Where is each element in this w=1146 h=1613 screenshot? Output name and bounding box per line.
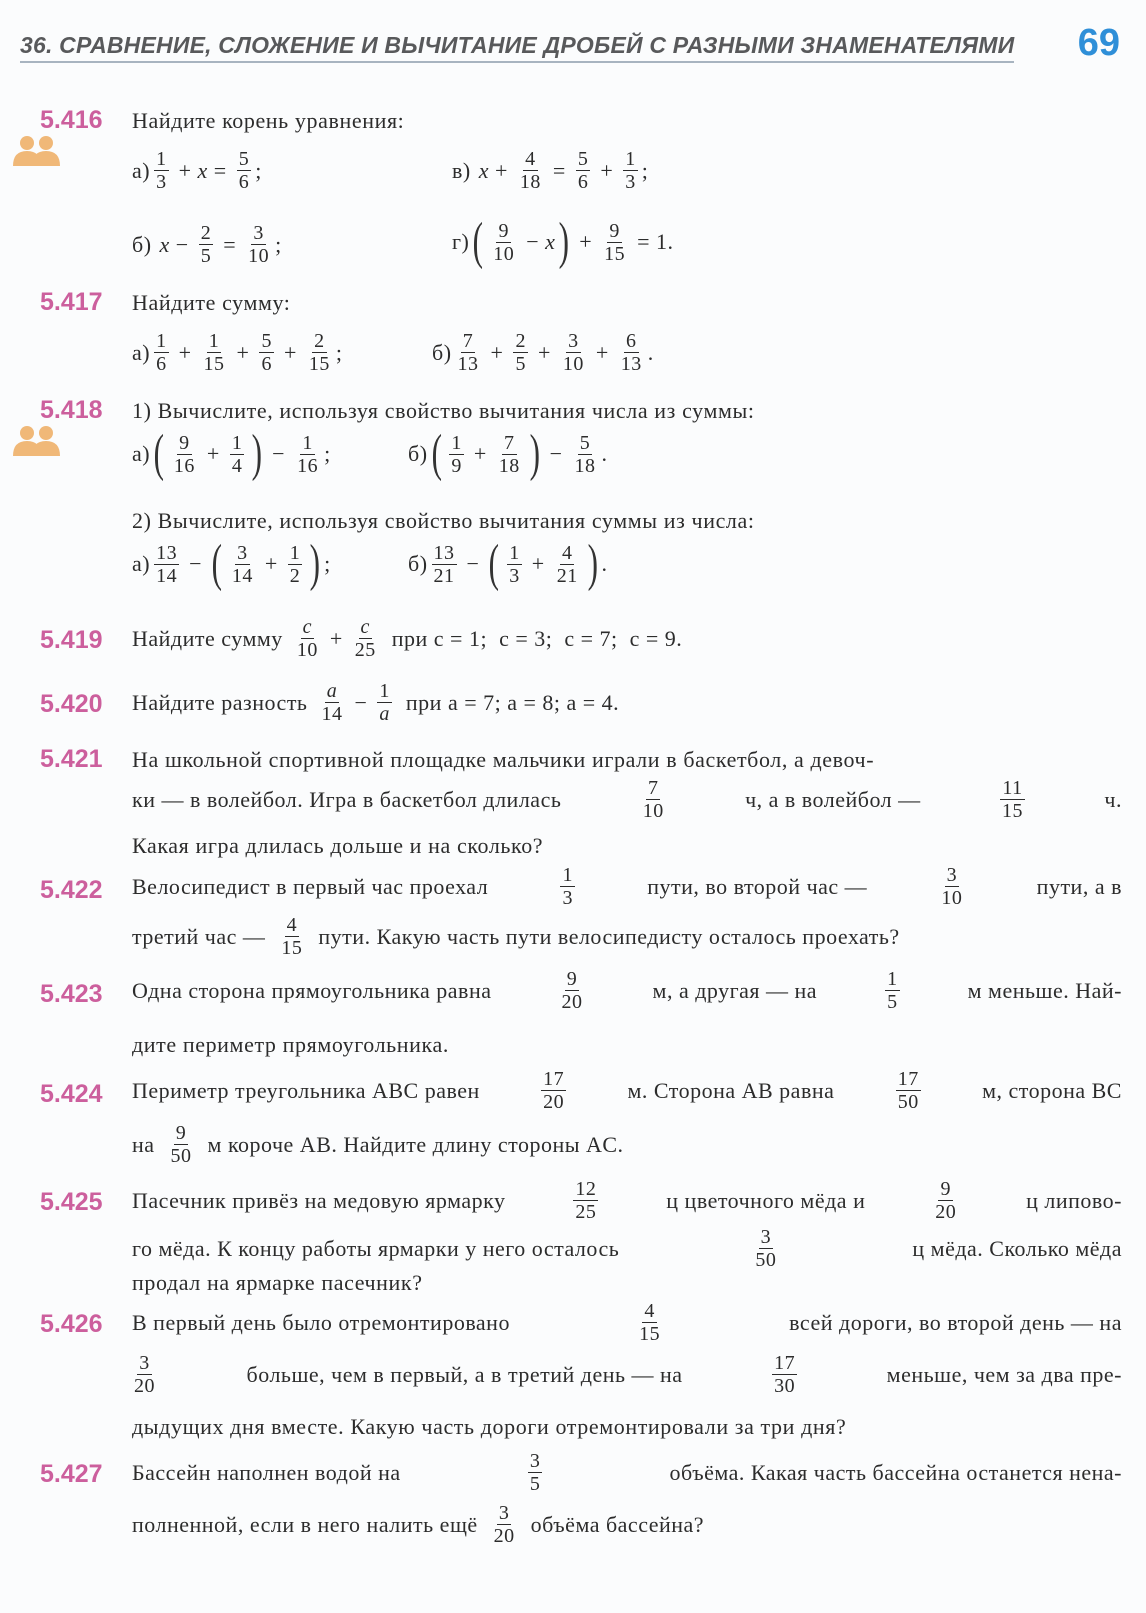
problem-text [132, 680, 619, 725]
math-token: 50 [897, 1091, 919, 1113]
fraction [307, 330, 332, 375]
problem-number: 5.425 [40, 1188, 103, 1216]
problem-text [132, 914, 1122, 959]
math-token: . [647, 339, 654, 365]
sum-a [132, 330, 342, 375]
problem-text: 2) Вычислите, используя свойство вычитания суммы из числа: [132, 508, 755, 533]
math-token: Велосипедист в первый час проехал [132, 873, 489, 899]
math-token: го мёда. К концу работы ярмарки у него осталось [132, 1235, 620, 1261]
fraction [132, 1352, 157, 1397]
math-token: 5 [200, 245, 212, 267]
math-token: 1 [451, 431, 462, 454]
fraction [576, 148, 591, 193]
math-token: 10 [296, 639, 318, 661]
math-token: 10 [248, 245, 270, 267]
math-token: б) [408, 441, 428, 466]
math-token: 20 [935, 1201, 957, 1223]
math-token: 1 [562, 864, 573, 886]
fraction [560, 864, 575, 909]
fraction [259, 330, 274, 375]
pair-work-icon [10, 134, 60, 168]
fraction [1000, 777, 1025, 822]
math-token: 1 [887, 968, 898, 990]
math-token: 15 [203, 353, 225, 375]
math-token: 3 [498, 1502, 510, 1524]
fraction [573, 432, 598, 477]
math-token: 14 [321, 703, 343, 725]
math-token: 10 [562, 353, 584, 375]
fraction [288, 542, 303, 587]
math-token: 20 [493, 1525, 515, 1547]
math-token: 16 [173, 454, 195, 477]
math-token: ( [472, 213, 484, 270]
problem-text [132, 864, 1122, 909]
math-token: ц липово- [1026, 1187, 1122, 1213]
problem-text [132, 1502, 704, 1547]
fraction [602, 220, 627, 265]
fraction [353, 616, 378, 661]
equation-b [132, 222, 282, 267]
problem-text [132, 1450, 1122, 1495]
fraction [432, 542, 457, 587]
fraction [772, 1352, 797, 1397]
math-token: 3 [253, 222, 264, 244]
math-token: 2 [515, 330, 526, 352]
math-token: − [549, 441, 563, 466]
math-token: Пасечник привёз на медовую ярмарку [132, 1187, 506, 1213]
fraction [753, 1226, 778, 1271]
math-token: a [326, 680, 338, 702]
math-token: ) [251, 425, 263, 482]
math-token: 1 [509, 541, 520, 564]
math-token: 13 [457, 353, 479, 375]
math-token: + [236, 339, 250, 365]
math-token: ( [489, 535, 500, 592]
math-token: ; [641, 157, 649, 183]
math-token: Периметр треугольника ABC равен [132, 1077, 480, 1103]
equation-g [452, 213, 680, 270]
math-token: + [579, 229, 593, 254]
math-token: 20 [561, 991, 583, 1013]
math-token: + [537, 339, 551, 365]
math-token: 15 [308, 353, 330, 375]
fraction [492, 1502, 517, 1547]
math-token: = [213, 157, 227, 183]
fraction [246, 222, 271, 267]
math-token: 4 [561, 541, 573, 564]
problem-number: 5.424 [40, 1080, 103, 1108]
math-token: 4 [286, 914, 298, 936]
math-token: 21 [556, 564, 578, 587]
math-token: + [178, 157, 192, 183]
math-token: ки — в волейбол. Игра в баскетбол длилась [132, 786, 562, 812]
fraction [637, 1300, 662, 1345]
math-token: 3 [509, 564, 520, 587]
math-token: 5 [579, 431, 591, 454]
fraction [518, 148, 543, 193]
math-token: 16 [297, 454, 319, 477]
problem-number: 5.420 [40, 690, 103, 718]
problem-text [132, 1178, 1122, 1223]
fraction [154, 330, 169, 375]
problem-text [132, 1122, 624, 1167]
math-token: м. Сторона AB равна [627, 1077, 835, 1103]
math-token: 15 [1002, 800, 1024, 822]
math-token: ( [153, 425, 165, 482]
math-token: 5 [515, 353, 526, 375]
problem-number: 5.422 [40, 876, 103, 904]
math-token: Бассейн наполнен водой на [132, 1459, 401, 1485]
fraction [561, 330, 586, 375]
math-token: 17 [897, 1068, 919, 1090]
math-token: 1 [379, 680, 390, 702]
problem-number: 5.416 [40, 106, 103, 134]
math-token: ц цветочного мёда и [666, 1187, 866, 1213]
fraction [896, 1068, 921, 1113]
math-token: 10 [941, 887, 963, 909]
calc-1a [132, 425, 331, 482]
math-token: 7 [462, 330, 474, 352]
equation-a [132, 148, 262, 193]
fraction [202, 330, 227, 375]
math-token: 18 [574, 454, 596, 477]
math-token: 20 [134, 1375, 155, 1397]
math-token: − [354, 689, 368, 715]
math-token: = 1. [637, 229, 674, 254]
math-token: 15 [604, 242, 626, 265]
math-token: В первый день было отремонтировано [132, 1309, 510, 1335]
math-token: 9 [940, 1178, 951, 1200]
math-token: . [601, 551, 608, 576]
math-token: б) [132, 231, 152, 257]
math-token: 9 [175, 1122, 187, 1144]
math-token: б) [432, 339, 452, 365]
problem-text [132, 777, 1122, 822]
math-token: 1 [302, 431, 313, 454]
math-token: пути. Какую часть пути велосипедисту осталось проехать? [318, 923, 900, 949]
math-token: + [600, 157, 614, 183]
math-token: ; [324, 551, 331, 576]
math-token: 9 [566, 968, 578, 990]
math-token: x [197, 157, 208, 183]
fraction [623, 148, 638, 193]
math-token: на [132, 1131, 155, 1157]
math-token: 1 [625, 148, 636, 170]
problem-text: дите периметр прямоугольника. [132, 1032, 449, 1057]
math-token: 25 [575, 1201, 597, 1223]
math-token: Найдите разность [132, 689, 308, 715]
math-token: а) [132, 157, 151, 183]
fraction [885, 968, 900, 1013]
math-token: 25 [354, 639, 376, 661]
fraction [154, 148, 169, 193]
math-token: а) [132, 551, 151, 576]
math-token: 3 [760, 1226, 772, 1248]
problem-text: Найдите корень уравнения: [132, 108, 405, 133]
problem-text: дыдущих дня вместе. Какую часть дороги отремонтировали за три дня? [132, 1414, 847, 1439]
problem-text [132, 1352, 1122, 1397]
pair-work-icon [10, 424, 60, 458]
math-token: 14 [231, 564, 253, 587]
math-token: + [264, 551, 278, 576]
fraction [507, 542, 522, 587]
fraction [295, 432, 320, 477]
math-token: м меньше. Най- [967, 977, 1122, 1003]
math-token: c [360, 616, 370, 638]
math-token: Найдите сумму [132, 625, 283, 651]
math-token: 15 [281, 937, 303, 959]
math-token: + [473, 441, 487, 466]
fraction [641, 777, 666, 822]
fraction [154, 542, 179, 587]
math-token: ; [275, 231, 282, 257]
math-token: 3 [237, 541, 248, 564]
math-token: − [189, 551, 203, 576]
math-token: ) [558, 213, 570, 270]
problem-number: 5.423 [40, 980, 103, 1008]
math-token: ) [529, 425, 541, 482]
math-token: − [272, 441, 286, 466]
equation-v [452, 148, 648, 193]
problem-text: Найдите сумму: [132, 290, 291, 315]
fraction [449, 432, 464, 477]
math-token: 6 [156, 353, 167, 375]
math-token: м, сторона BC [982, 1077, 1122, 1103]
math-token: c [302, 616, 312, 638]
fraction [295, 616, 320, 661]
fraction [491, 220, 516, 265]
fraction [528, 1450, 543, 1495]
math-token: ч. [1104, 786, 1122, 812]
math-token: 4 [525, 148, 536, 170]
math-token: меньше, чем за два пре- [886, 1361, 1122, 1387]
math-token: 7 [504, 431, 515, 454]
math-token: 21 [433, 564, 455, 587]
page-number: 69 [1077, 22, 1120, 64]
math-token: 3 [625, 171, 636, 193]
math-token: Одна сторона прямоугольника равна [132, 977, 492, 1003]
problem-text [132, 1226, 1122, 1271]
math-token: + [494, 157, 508, 183]
fraction [237, 148, 252, 193]
math-token: 3 [562, 887, 573, 909]
math-token: . [601, 441, 608, 466]
math-token: = [552, 157, 566, 183]
fraction [933, 1178, 958, 1223]
fraction [541, 1068, 566, 1113]
math-token: 18 [519, 171, 541, 193]
math-token: 4 [231, 454, 243, 477]
math-token: 1 [231, 431, 243, 454]
math-token: а) [132, 339, 151, 365]
fraction [319, 680, 344, 725]
sum-b [432, 330, 654, 375]
math-token: 1 [208, 330, 220, 352]
math-token: третий час — [132, 923, 266, 949]
math-token: x [545, 229, 556, 254]
fraction [169, 1122, 194, 1167]
math-token: 5 [238, 148, 250, 170]
problem-number: 5.417 [40, 288, 103, 316]
fraction [555, 542, 580, 587]
math-token: ц мёда. Сколько мёда [912, 1235, 1122, 1261]
math-token: 1 [156, 148, 167, 170]
math-token: 5 [887, 991, 898, 1013]
math-token: 1 [289, 541, 301, 564]
fraction [513, 330, 528, 375]
problem-text [132, 968, 1122, 1013]
math-token: 9 [498, 219, 509, 242]
math-token: пути, а в [1036, 873, 1122, 899]
page-header [20, 22, 1120, 72]
math-token: − [526, 229, 540, 254]
math-token: при a = 7; a = 8; a = 4. [405, 689, 620, 715]
section-title: 36. СРАВНЕНИЕ, СЛОЖЕНИЕ И ВЫЧИТАНИЕ ДРОБЕЙ С РАЗНЫМИ ЗНАМЕНАТЕЛЯМИ [20, 32, 1014, 63]
problem-number: 5.427 [40, 1460, 103, 1488]
math-token: г) [452, 229, 470, 254]
math-token: − [466, 551, 480, 576]
math-token: объёма. Какая часть бассейна останется нена- [669, 1459, 1122, 1485]
math-token: полненной, если в него налить ещё [132, 1511, 478, 1537]
fraction [377, 680, 392, 725]
fraction [230, 432, 245, 477]
math-token: + [283, 339, 297, 365]
problem-number: 5.419 [40, 626, 103, 654]
math-token: 5 [577, 148, 589, 170]
math-token: 13 [433, 541, 455, 564]
math-token: объёма бассейна? [530, 1511, 705, 1537]
math-token: ) [587, 535, 598, 592]
math-token: 3 [946, 864, 958, 886]
math-token: 3 [156, 171, 167, 193]
math-token: + [178, 339, 192, 365]
math-token: 3 [568, 330, 579, 352]
fraction [573, 1178, 598, 1223]
math-token: ( [431, 425, 442, 482]
math-token: ; [324, 441, 331, 466]
math-token: 10 [642, 800, 664, 822]
math-token: 9 [179, 431, 190, 454]
math-token: 14 [156, 564, 178, 587]
fraction [172, 432, 197, 477]
problem-text: 1) Вычислите, используя свойство вычитания числа из суммы: [132, 398, 755, 423]
math-token: ч, а в волейбол — [745, 786, 921, 812]
math-token: при c = 1; c = 3; c = 7; c = 9. [391, 625, 683, 651]
math-token: 12 [575, 1178, 597, 1200]
problem-number: 5.426 [40, 1310, 103, 1338]
calc-1b [408, 425, 608, 482]
problem-text: продал на ярмарке пасечник? [132, 1270, 423, 1295]
math-token: 7 [647, 777, 659, 799]
fraction [279, 914, 304, 959]
math-token: 5 [529, 1473, 541, 1495]
math-token: − [175, 231, 189, 257]
problem-text [132, 1068, 1122, 1113]
problem-text: На школьной спортивной площадке мальчики играли в баскетбол, а девоч- [132, 747, 875, 772]
math-token: = [223, 231, 237, 257]
math-token: м короче AB. Найдите длину стороны AC. [207, 1131, 624, 1157]
math-token: 2 [289, 564, 301, 587]
fraction [939, 864, 964, 909]
math-token: a [379, 703, 390, 725]
math-token: 2 [314, 330, 325, 352]
math-token: 13 [156, 541, 178, 564]
calc-2b [408, 535, 608, 592]
problem-text [132, 1300, 1122, 1345]
fraction [497, 432, 522, 477]
calc-2a [132, 535, 331, 592]
math-token: ( [211, 535, 223, 592]
math-token: 6 [626, 330, 637, 352]
math-token: + [595, 339, 609, 365]
math-token: x [478, 157, 489, 183]
math-token: 6 [261, 353, 272, 375]
math-token: 5 [261, 330, 272, 352]
math-token: м, а другая — на [652, 977, 818, 1003]
math-token: 11 [1002, 777, 1023, 799]
math-token: + [531, 551, 545, 576]
math-token: 50 [755, 1249, 777, 1271]
math-token: ; [255, 157, 262, 183]
math-token: в) [452, 157, 471, 183]
fraction [230, 542, 255, 587]
math-token: пути, во второй час — [647, 873, 868, 899]
math-token: 9 [451, 454, 462, 477]
problem-number: 5.418 [40, 396, 103, 424]
math-token: ; [335, 339, 343, 365]
math-token: а) [132, 441, 151, 466]
math-token: 17 [774, 1352, 796, 1374]
math-token: 6 [238, 171, 250, 193]
math-token: 15 [639, 1323, 661, 1345]
problem-text: Какая игра длилась дольше и на сколько? [132, 833, 544, 858]
math-token: 6 [577, 171, 589, 193]
math-token: 30 [774, 1375, 796, 1397]
math-token: 10 [493, 242, 515, 265]
fraction [619, 330, 644, 375]
math-token: 3 [139, 1352, 150, 1374]
math-token: всей дороги, во второй день — на [789, 1309, 1122, 1335]
math-token: 2 [200, 222, 212, 244]
fraction [560, 968, 585, 1013]
math-token: 50 [170, 1145, 192, 1167]
math-token: x [159, 231, 170, 257]
math-token: 9 [609, 219, 620, 242]
problem-text [132, 616, 682, 661]
fraction [456, 330, 481, 375]
math-token: 1 [156, 330, 167, 352]
problem-number: 5.421 [40, 745, 103, 773]
math-token: 13 [620, 353, 642, 375]
math-token: + [206, 441, 220, 466]
math-token: + [329, 625, 343, 651]
math-token: ) [309, 535, 321, 592]
math-token: 17 [543, 1068, 565, 1090]
math-token: 20 [543, 1091, 565, 1113]
fraction [199, 222, 214, 267]
math-token: 4 [644, 1300, 655, 1322]
math-token: б) [408, 551, 428, 576]
math-token: 18 [498, 454, 520, 477]
math-token: 3 [529, 1450, 541, 1472]
math-token: + [490, 339, 504, 365]
math-token: больше, чем в первый, а в третий день — на [246, 1361, 683, 1387]
